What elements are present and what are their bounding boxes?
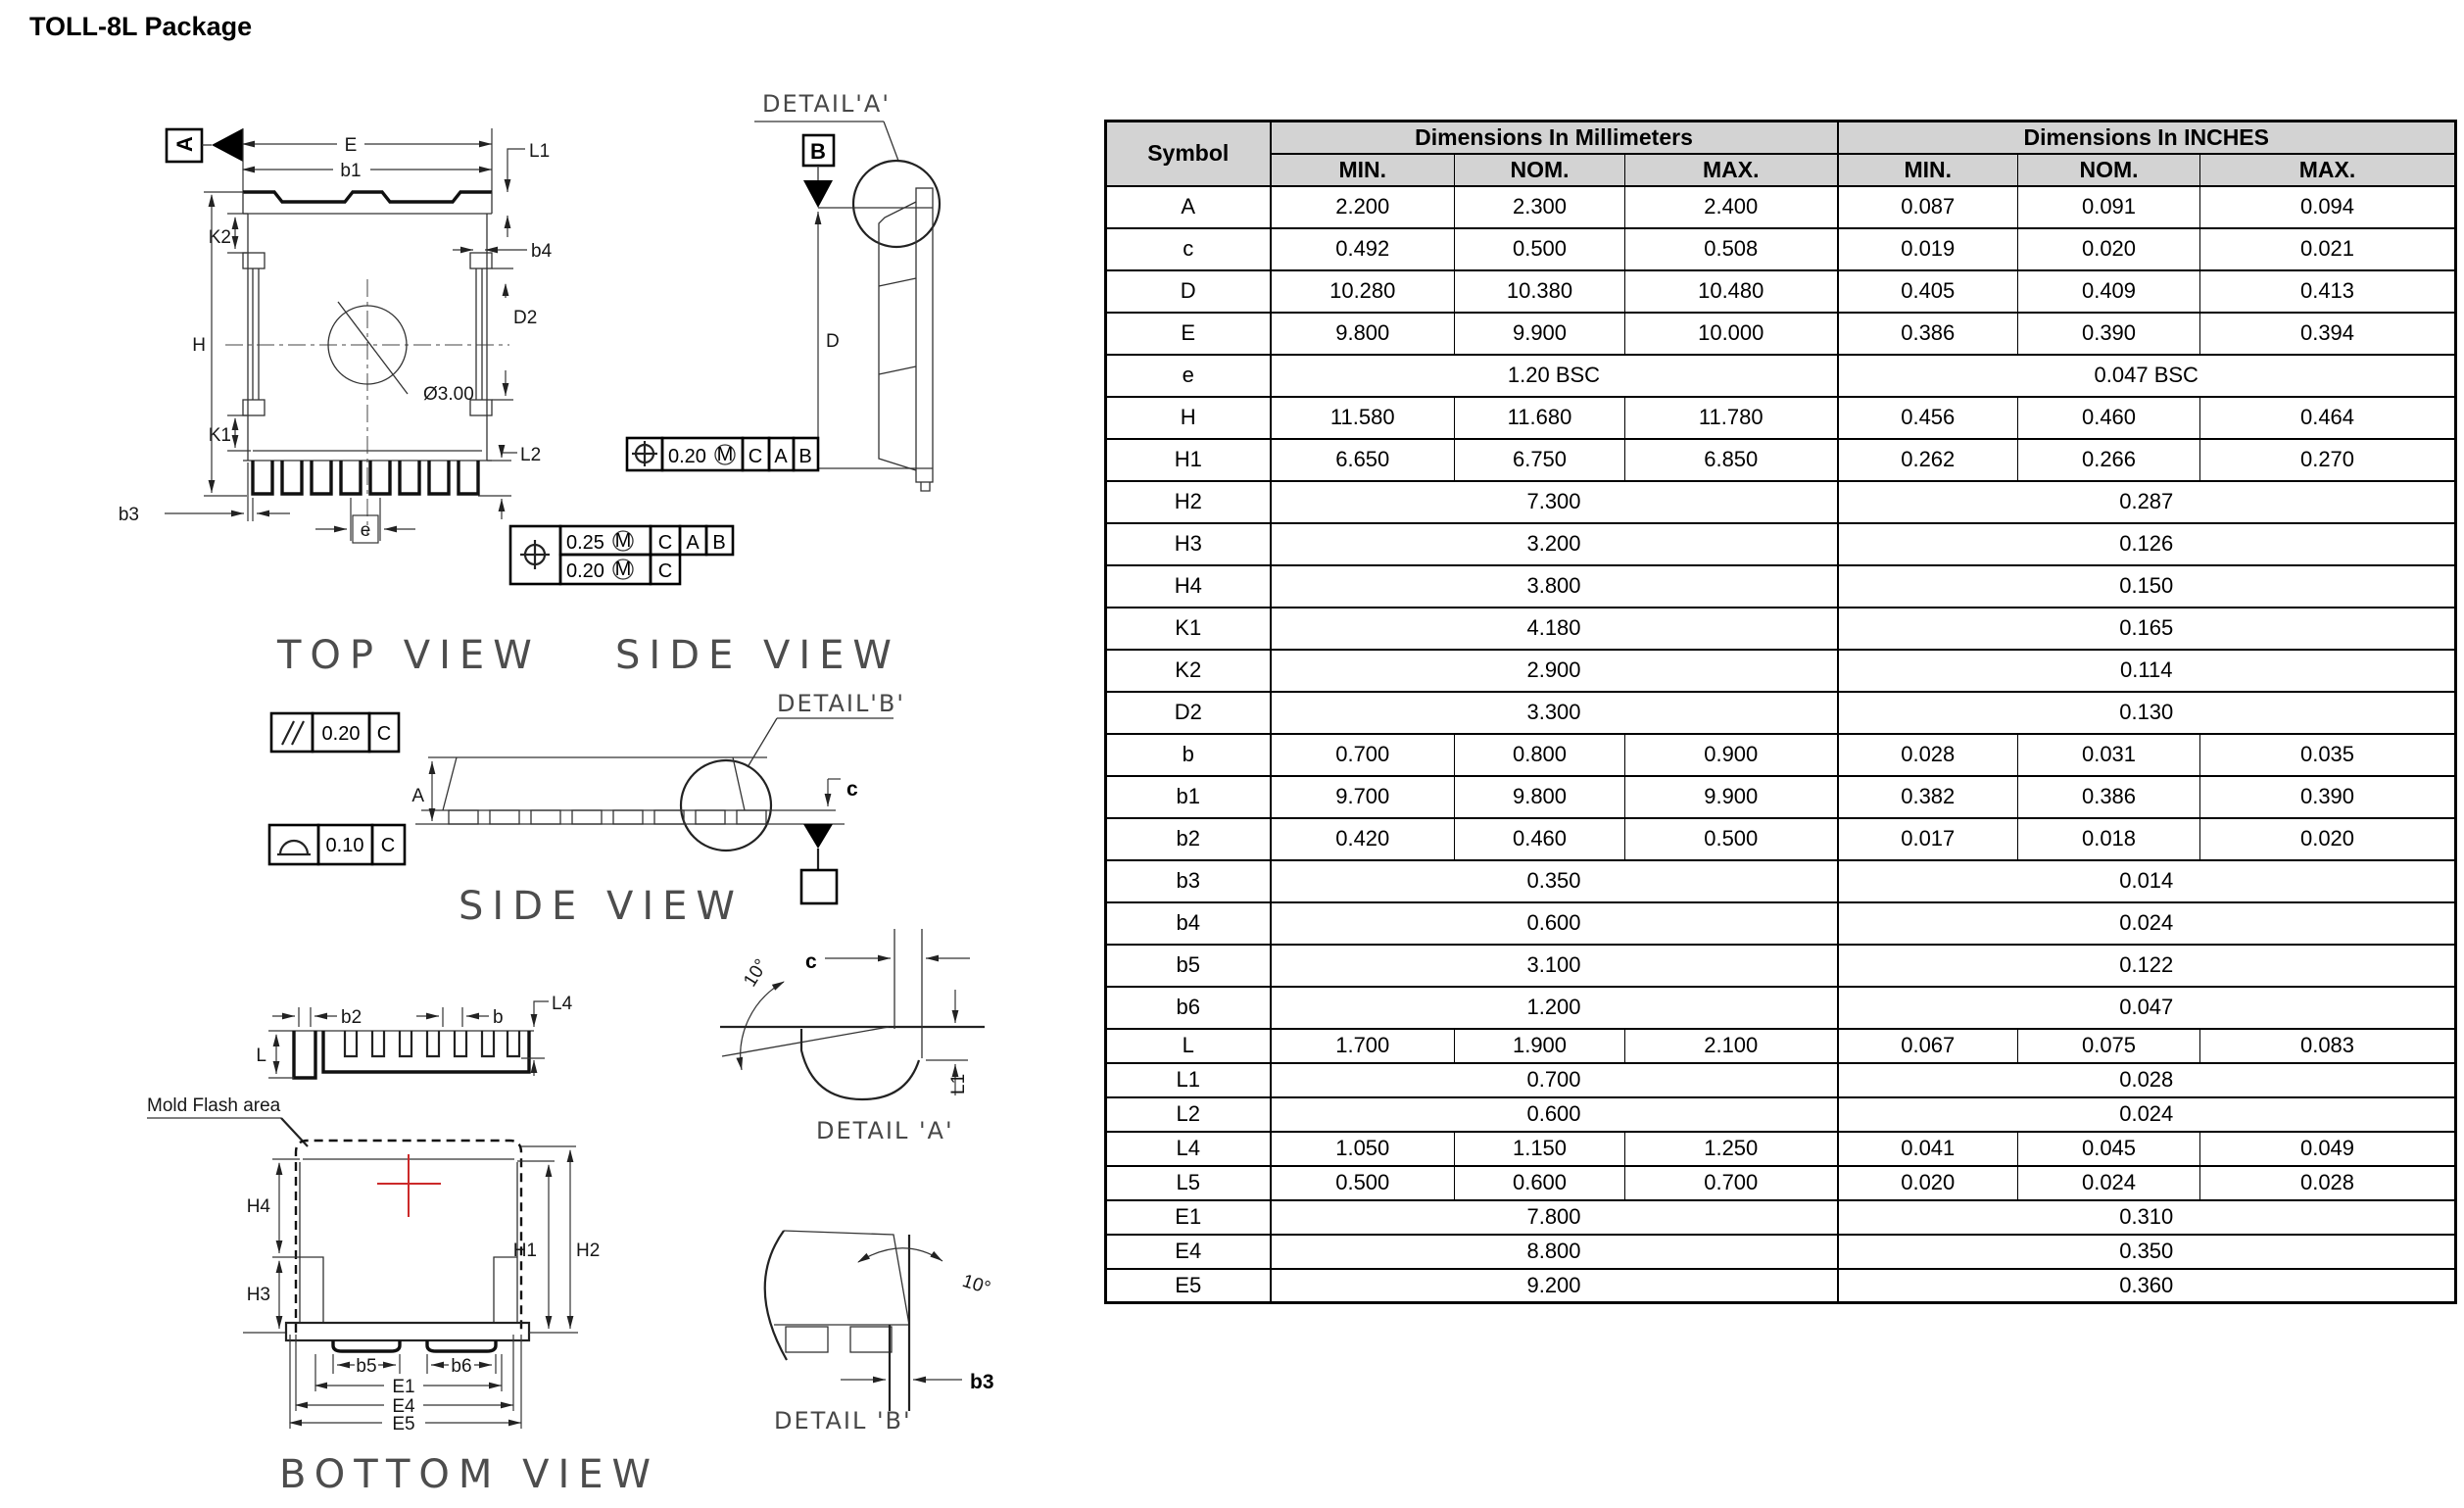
dim-row-b4 (1106, 902, 2456, 945)
table-cell: 0.600 (1271, 902, 1838, 945)
fcf-position-1row (627, 438, 818, 470)
table-cell: 2.300 (1455, 186, 1625, 228)
dim-K1 (209, 415, 251, 451)
dim-b2-label: b2 (341, 1007, 362, 1028)
dim-row-A (1106, 186, 2456, 228)
table-cell: 0.045 (2018, 1132, 2200, 1166)
bottom-view (147, 994, 659, 1497)
dim-b-label: b (493, 1007, 504, 1028)
table-cell: 0.390 (2200, 776, 2456, 818)
mold-flash-note (147, 1095, 308, 1146)
table-cell: 9.700 (1271, 776, 1455, 818)
table-cell: 0.800 (1455, 734, 1625, 776)
table-cell: 0.017 (1838, 818, 2018, 860)
table-cell: 0.049 (2200, 1132, 2456, 1166)
dim-b3-label: b3 (118, 505, 139, 525)
detail-a-dim-c (805, 950, 970, 973)
detail-a-title: DETAIL 'A' (816, 1117, 954, 1144)
dim-row-L5 (1106, 1166, 2456, 1200)
fcf-par-tol: 0.20 (321, 723, 361, 745)
table-cell: 6.750 (1455, 439, 1625, 481)
package-outline-drawing (0, 0, 1102, 1508)
dim-b1 (243, 161, 492, 181)
dim-D-label: D (826, 331, 840, 352)
detail-b-dim-b3 (841, 1371, 994, 1393)
table-cell: 7.800 (1271, 1200, 1838, 1235)
table-cell: 0.409 (2018, 270, 2200, 313)
dim-row-e (1106, 355, 2456, 397)
fcf-surface-profile (269, 825, 405, 864)
table-cell: 10.280 (1271, 270, 1455, 313)
table-cell: 0.067 (1838, 1029, 2018, 1063)
dim-b2 (272, 1007, 362, 1028)
fcf1-refb: A (774, 446, 788, 467)
table-cell: 0.028 (2200, 1166, 2456, 1200)
table-cell: 9.800 (1455, 776, 1625, 818)
detail-b-callout-label: DETAIL'B' (777, 690, 905, 717)
table-cell: c (1106, 228, 1271, 270)
table-cell: 0.035 (2200, 734, 2456, 776)
fcf1-tol: 0.20 (668, 446, 706, 467)
dim-L2-label: L2 (520, 445, 542, 465)
table-cell: 0.087 (1838, 186, 2018, 228)
table-cell: 2.900 (1271, 650, 1838, 692)
dim-row-K2 (1106, 650, 2456, 692)
detail-a (720, 929, 985, 1144)
table-cell: 0.460 (2018, 397, 2200, 439)
dim-row-b3 (1106, 860, 2456, 902)
dim-c-label: c (846, 778, 858, 801)
table-cell: A (1106, 186, 1271, 228)
table-cell: 0.420 (1271, 818, 1455, 860)
dim-row-E (1106, 313, 2456, 355)
dim-K1-label: K1 (208, 425, 231, 446)
table-cell: 0.262 (1838, 439, 2018, 481)
dim-A-label: A (411, 786, 424, 806)
dim-row-E5 (1106, 1269, 2456, 1303)
dim-D2-label: D2 (513, 308, 538, 328)
fcf2-ref1c: B (712, 532, 726, 554)
table-cell: L4 (1106, 1132, 1271, 1166)
col-header-inch: Dimensions In INCHES (1838, 122, 2456, 154)
table-cell: 0.390 (2018, 313, 2200, 355)
table-cell: 8.800 (1271, 1235, 1838, 1269)
dim-A (411, 761, 432, 821)
fcf2-ref1a: C (657, 532, 673, 554)
table-cell: 6.650 (1271, 439, 1455, 481)
table-cell: E1 (1106, 1200, 1271, 1235)
table-cell: E5 (1106, 1269, 1271, 1303)
dim-H1-label: H1 (512, 1240, 537, 1261)
position-icon (520, 540, 550, 569)
side-view-title-lower: SIDE VIEW (459, 884, 744, 929)
table-cell: 0.492 (1271, 228, 1455, 270)
col-header-mm: Dimensions In Millimeters (1271, 122, 1838, 154)
table-cell: 0.083 (2200, 1029, 2456, 1063)
dim-E1 (315, 1354, 502, 1397)
table-cell: 0.413 (2200, 270, 2456, 313)
table-cell: 0.700 (1625, 1166, 1838, 1200)
dim-b5 (333, 1354, 400, 1377)
dim-K2 (209, 214, 248, 253)
table-cell: 0.360 (1838, 1269, 2456, 1303)
table-cell: 0.130 (1838, 692, 2456, 734)
table-cell: K2 (1106, 650, 1271, 692)
fcf2-mod2: M (614, 559, 632, 580)
side-view-horizontal (269, 690, 905, 929)
dim-c (828, 778, 858, 806)
table-cell: e (1106, 355, 1271, 397)
dim-row-L2 (1106, 1097, 2456, 1132)
dim-b4 (453, 241, 553, 262)
table-cell: H3 (1106, 523, 1271, 565)
table-cell: 0.114 (1838, 650, 2456, 692)
table-cell: 10.000 (1625, 313, 1838, 355)
table-cell: 0.028 (1838, 1063, 2456, 1097)
datum-box-empty (801, 870, 837, 903)
col-subheader-in-min: MIN. (1838, 154, 2018, 186)
col-subheader-in-max: MAX. (2200, 154, 2456, 186)
detail-b-callout-circle (681, 760, 771, 851)
dim-H4 (247, 1159, 300, 1257)
col-subheader-mm-max: MAX. (1625, 154, 1838, 186)
dim-row-L (1106, 1029, 2456, 1063)
table-cell: 11.780 (1625, 397, 1838, 439)
dim-row-H3 (1106, 523, 2456, 565)
table-cell: b5 (1106, 945, 1271, 987)
dim-row-b1 (1106, 776, 2456, 818)
dim-b4-label: b4 (531, 241, 553, 262)
table-cell: 0.460 (1455, 818, 1625, 860)
table-cell: 0.900 (1625, 734, 1838, 776)
table-cell: 0.020 (2200, 818, 2456, 860)
table-cell: 3.300 (1271, 692, 1838, 734)
table-cell: 0.394 (2200, 313, 2456, 355)
fcf2-tol1: 0.25 (566, 532, 604, 554)
dim-row-c (1106, 228, 2456, 270)
parallelism-icon (282, 721, 304, 745)
col-subheader-in-nom: NOM. (2018, 154, 2200, 186)
table-cell: H4 (1106, 565, 1271, 608)
col-header-symbol: Symbol (1106, 122, 1271, 186)
dim-b (416, 1007, 504, 1028)
table-cell: 0.165 (1838, 608, 2456, 650)
table-cell: 0.287 (1838, 481, 2456, 523)
table-cell: 0.266 (2018, 439, 2200, 481)
dim-row-b2 (1106, 818, 2456, 860)
fcf1-refc: B (798, 446, 812, 467)
table-cell: 0.047 (1838, 987, 2456, 1029)
dim-row-L4 (1106, 1132, 2456, 1166)
dim-b1-label: b1 (340, 161, 362, 181)
table-cell: 0.122 (1838, 945, 2456, 987)
dim-row-E1 (1106, 1200, 2456, 1235)
table-cell: 9.900 (1625, 776, 1838, 818)
dim-E (243, 135, 492, 156)
table-cell: 9.800 (1271, 313, 1455, 355)
table-cell: 0.024 (1838, 1097, 2456, 1132)
table-cell: 0.020 (2018, 228, 2200, 270)
table-cell: E (1106, 313, 1271, 355)
table-cell: 0.464 (2200, 397, 2456, 439)
dim-e-label: e (360, 520, 371, 541)
table-cell: D2 (1106, 692, 1271, 734)
center-mark (377, 1154, 441, 1217)
dim-b5-label: b5 (356, 1356, 377, 1377)
table-cell: 3.800 (1271, 565, 1838, 608)
dim-H3-label: H3 (246, 1285, 270, 1305)
table-cell: 1.900 (1455, 1029, 1625, 1063)
fcf-parallelism (271, 713, 399, 752)
table-cell: L (1106, 1029, 1271, 1063)
col-subheader-mm-min: MIN. (1271, 154, 1455, 186)
dim-row-D2 (1106, 692, 2456, 734)
detail-b-angle-label: 10° (959, 1270, 993, 1299)
table-cell: 0.600 (1271, 1097, 1838, 1132)
dim-row-H1 (1106, 439, 2456, 481)
table-cell: 0.075 (2018, 1029, 2200, 1063)
surface-profile-icon (277, 841, 311, 854)
table-cell: 2.400 (1625, 186, 1838, 228)
dim-L1-label: L1 (529, 141, 551, 162)
table-cell: 0.047 BSC (1838, 355, 2456, 397)
dim-row-b (1106, 734, 2456, 776)
side-view-vertical (615, 90, 940, 678)
position-icon (632, 441, 657, 466)
dim-E-label: E (344, 135, 358, 156)
table-cell: 0.021 (2200, 228, 2456, 270)
dim-row-b5 (1106, 945, 2456, 987)
table-cell: 0.024 (2018, 1166, 2200, 1200)
mold-flash-label: Mold Flash area (147, 1095, 281, 1116)
table-cell: b (1106, 734, 1271, 776)
datum-a-triangle-icon (212, 128, 243, 162)
dim-E4 (296, 1335, 513, 1417)
table-cell: 1.050 (1271, 1132, 1455, 1166)
fcf2-ref1b: A (686, 532, 700, 554)
detail-a-L1-label: L1 (948, 1073, 969, 1095)
table-cell: 0.018 (2018, 818, 2200, 860)
table-cell: D (1106, 270, 1271, 313)
dim-D2 (492, 268, 537, 400)
table-cell: 0.500 (1625, 818, 1838, 860)
datum-b-triangle-icon (803, 180, 833, 208)
table-cell: 9.900 (1455, 313, 1625, 355)
bottom-view-title: BOTTOM VIEW (279, 1452, 660, 1497)
detail-a-c-label: c (805, 950, 817, 973)
detail-b-title: DETAIL 'B' (774, 1407, 912, 1435)
datum-b-label: B (810, 139, 826, 164)
table-cell: 0.350 (1838, 1235, 2456, 1269)
dim-row-E4 (1106, 1235, 2456, 1269)
table-cell: 0.382 (1838, 776, 2018, 818)
dim-row-H (1106, 397, 2456, 439)
table-cell: L1 (1106, 1063, 1271, 1097)
table-cell: 1.20 BSC (1271, 355, 1838, 397)
dim-row-K1 (1106, 608, 2456, 650)
dim-row-H4 (1106, 565, 2456, 608)
dim-L (256, 1031, 294, 1078)
table-cell: 0.508 (1625, 228, 1838, 270)
table-cell: b4 (1106, 902, 1271, 945)
top-view-pins (253, 461, 478, 494)
table-cell: 0.031 (2018, 734, 2200, 776)
dim-row-D (1106, 270, 2456, 313)
die-diameter-label: Ø3.00 (423, 384, 474, 405)
table-cell: 10.480 (1625, 270, 1838, 313)
side-view-title-upper: SIDE VIEW (615, 633, 900, 678)
table-cell: L5 (1106, 1166, 1271, 1200)
dim-L4-label: L4 (552, 994, 573, 1014)
fcf1-refa: C (748, 446, 763, 467)
dim-H-label: H (192, 335, 206, 356)
dim-row-b6 (1106, 987, 2456, 1029)
detail-b (765, 1231, 994, 1435)
dim-row-H2 (1106, 481, 2456, 523)
dimension-table-body (1106, 186, 2456, 1303)
fcf2-ref2a: C (657, 560, 673, 582)
table-cell: 0.014 (1838, 860, 2456, 902)
table-cell: 0.500 (1455, 228, 1625, 270)
datum-triangle-icon (803, 824, 833, 849)
table-cell: 2.200 (1271, 186, 1455, 228)
table-cell: 1.200 (1271, 987, 1838, 1029)
table-cell: 0.020 (1838, 1166, 2018, 1200)
detail-a-dim-L1 (926, 990, 969, 1095)
fcf2-tol2: 0.20 (566, 560, 604, 582)
detail-b-b3-label: b3 (970, 1371, 994, 1393)
table-cell: 0.386 (1838, 313, 2018, 355)
table-cell: H1 (1106, 439, 1271, 481)
table-cell: 3.200 (1271, 523, 1838, 565)
table-cell: b6 (1106, 987, 1271, 1029)
table-cell: 4.180 (1271, 608, 1838, 650)
fcf-par-ref: C (376, 723, 392, 745)
fcf2-mod1: M (614, 530, 632, 552)
top-view (119, 128, 733, 678)
dim-H2-label: H2 (576, 1240, 601, 1261)
table-cell: 0.126 (1838, 523, 2456, 565)
table-cell: 1.150 (1455, 1132, 1625, 1166)
detail-a-callout-label: DETAIL'A' (762, 90, 891, 118)
dim-L1-top (507, 141, 550, 237)
table-cell: 0.500 (1271, 1166, 1455, 1200)
table-cell: 11.680 (1455, 397, 1625, 439)
dim-H1-H2 (513, 1146, 601, 1333)
dim-b6-label: b6 (451, 1356, 472, 1377)
bottom-leads (345, 1031, 519, 1056)
table-cell: 1.250 (1625, 1132, 1838, 1166)
table-cell: b3 (1106, 860, 1271, 902)
table-cell: 0.350 (1271, 860, 1838, 902)
table-cell: 0.310 (1838, 1200, 2456, 1235)
table-cell: 10.380 (1455, 270, 1625, 313)
table-cell: 0.028 (1838, 734, 2018, 776)
datum-a-label: A (172, 136, 197, 152)
dim-row-L1 (1106, 1063, 2456, 1097)
table-cell: 0.094 (2200, 186, 2456, 228)
table-cell: 3.100 (1271, 945, 1838, 987)
dim-e (315, 498, 415, 543)
table-cell: 0.405 (1838, 270, 2018, 313)
table-cell: H2 (1106, 481, 1271, 523)
dim-H3 (243, 1261, 286, 1333)
table-cell: 0.019 (1838, 228, 2018, 270)
table-cell: 0.386 (2018, 776, 2200, 818)
table-cell: 0.700 (1271, 1063, 1838, 1097)
table-cell: L2 (1106, 1097, 1271, 1132)
table-cell: 7.300 (1271, 481, 1838, 523)
table-cell: 9.200 (1271, 1269, 1838, 1303)
table-cell: 0.700 (1271, 734, 1455, 776)
table-cell: 0.600 (1455, 1166, 1625, 1200)
fcf-prof-tol: 0.10 (325, 835, 364, 856)
dimensions-table (1104, 120, 2457, 1304)
table-cell: 0.270 (2200, 439, 2456, 481)
table-cell: 0.024 (1838, 902, 2456, 945)
dim-L-label: L (256, 1046, 266, 1066)
table-cell: K1 (1106, 608, 1271, 650)
dim-H4-label: H4 (246, 1196, 270, 1217)
dim-b6 (427, 1354, 496, 1377)
table-cell: b2 (1106, 818, 1271, 860)
table-cell: 2.100 (1625, 1029, 1838, 1063)
detail-a-angle-label: 10° (740, 955, 773, 991)
table-cell: E4 (1106, 1235, 1271, 1269)
table-cell: 1.700 (1271, 1029, 1455, 1063)
dim-K2-label: K2 (208, 227, 231, 248)
table-cell: 0.041 (1838, 1132, 2018, 1166)
detail-a-callout-circle (853, 161, 940, 247)
table-cell: H (1106, 397, 1271, 439)
top-view-title: TOP VIEW (277, 633, 541, 678)
dim-E4-label: E4 (392, 1396, 415, 1417)
table-cell: 11.580 (1271, 397, 1455, 439)
side-pins (449, 810, 766, 824)
dim-E1-label: E1 (392, 1377, 415, 1397)
seating-plane-datum (801, 824, 837, 903)
table-cell: 0.150 (1838, 565, 2456, 608)
dim-E5-label: E5 (392, 1414, 415, 1435)
col-subheader-mm-nom: NOM. (1455, 154, 1625, 186)
table-cell: b1 (1106, 776, 1271, 818)
fcf1-mod: M (716, 444, 734, 465)
fcf-prof-ref: C (380, 835, 396, 856)
table-cell: 0.091 (2018, 186, 2200, 228)
table-cell: 6.850 (1625, 439, 1838, 481)
fcf-position-2row (510, 526, 733, 584)
page-title: TOLL-8L Package (29, 12, 253, 41)
table-cell: 0.456 (1838, 397, 2018, 439)
